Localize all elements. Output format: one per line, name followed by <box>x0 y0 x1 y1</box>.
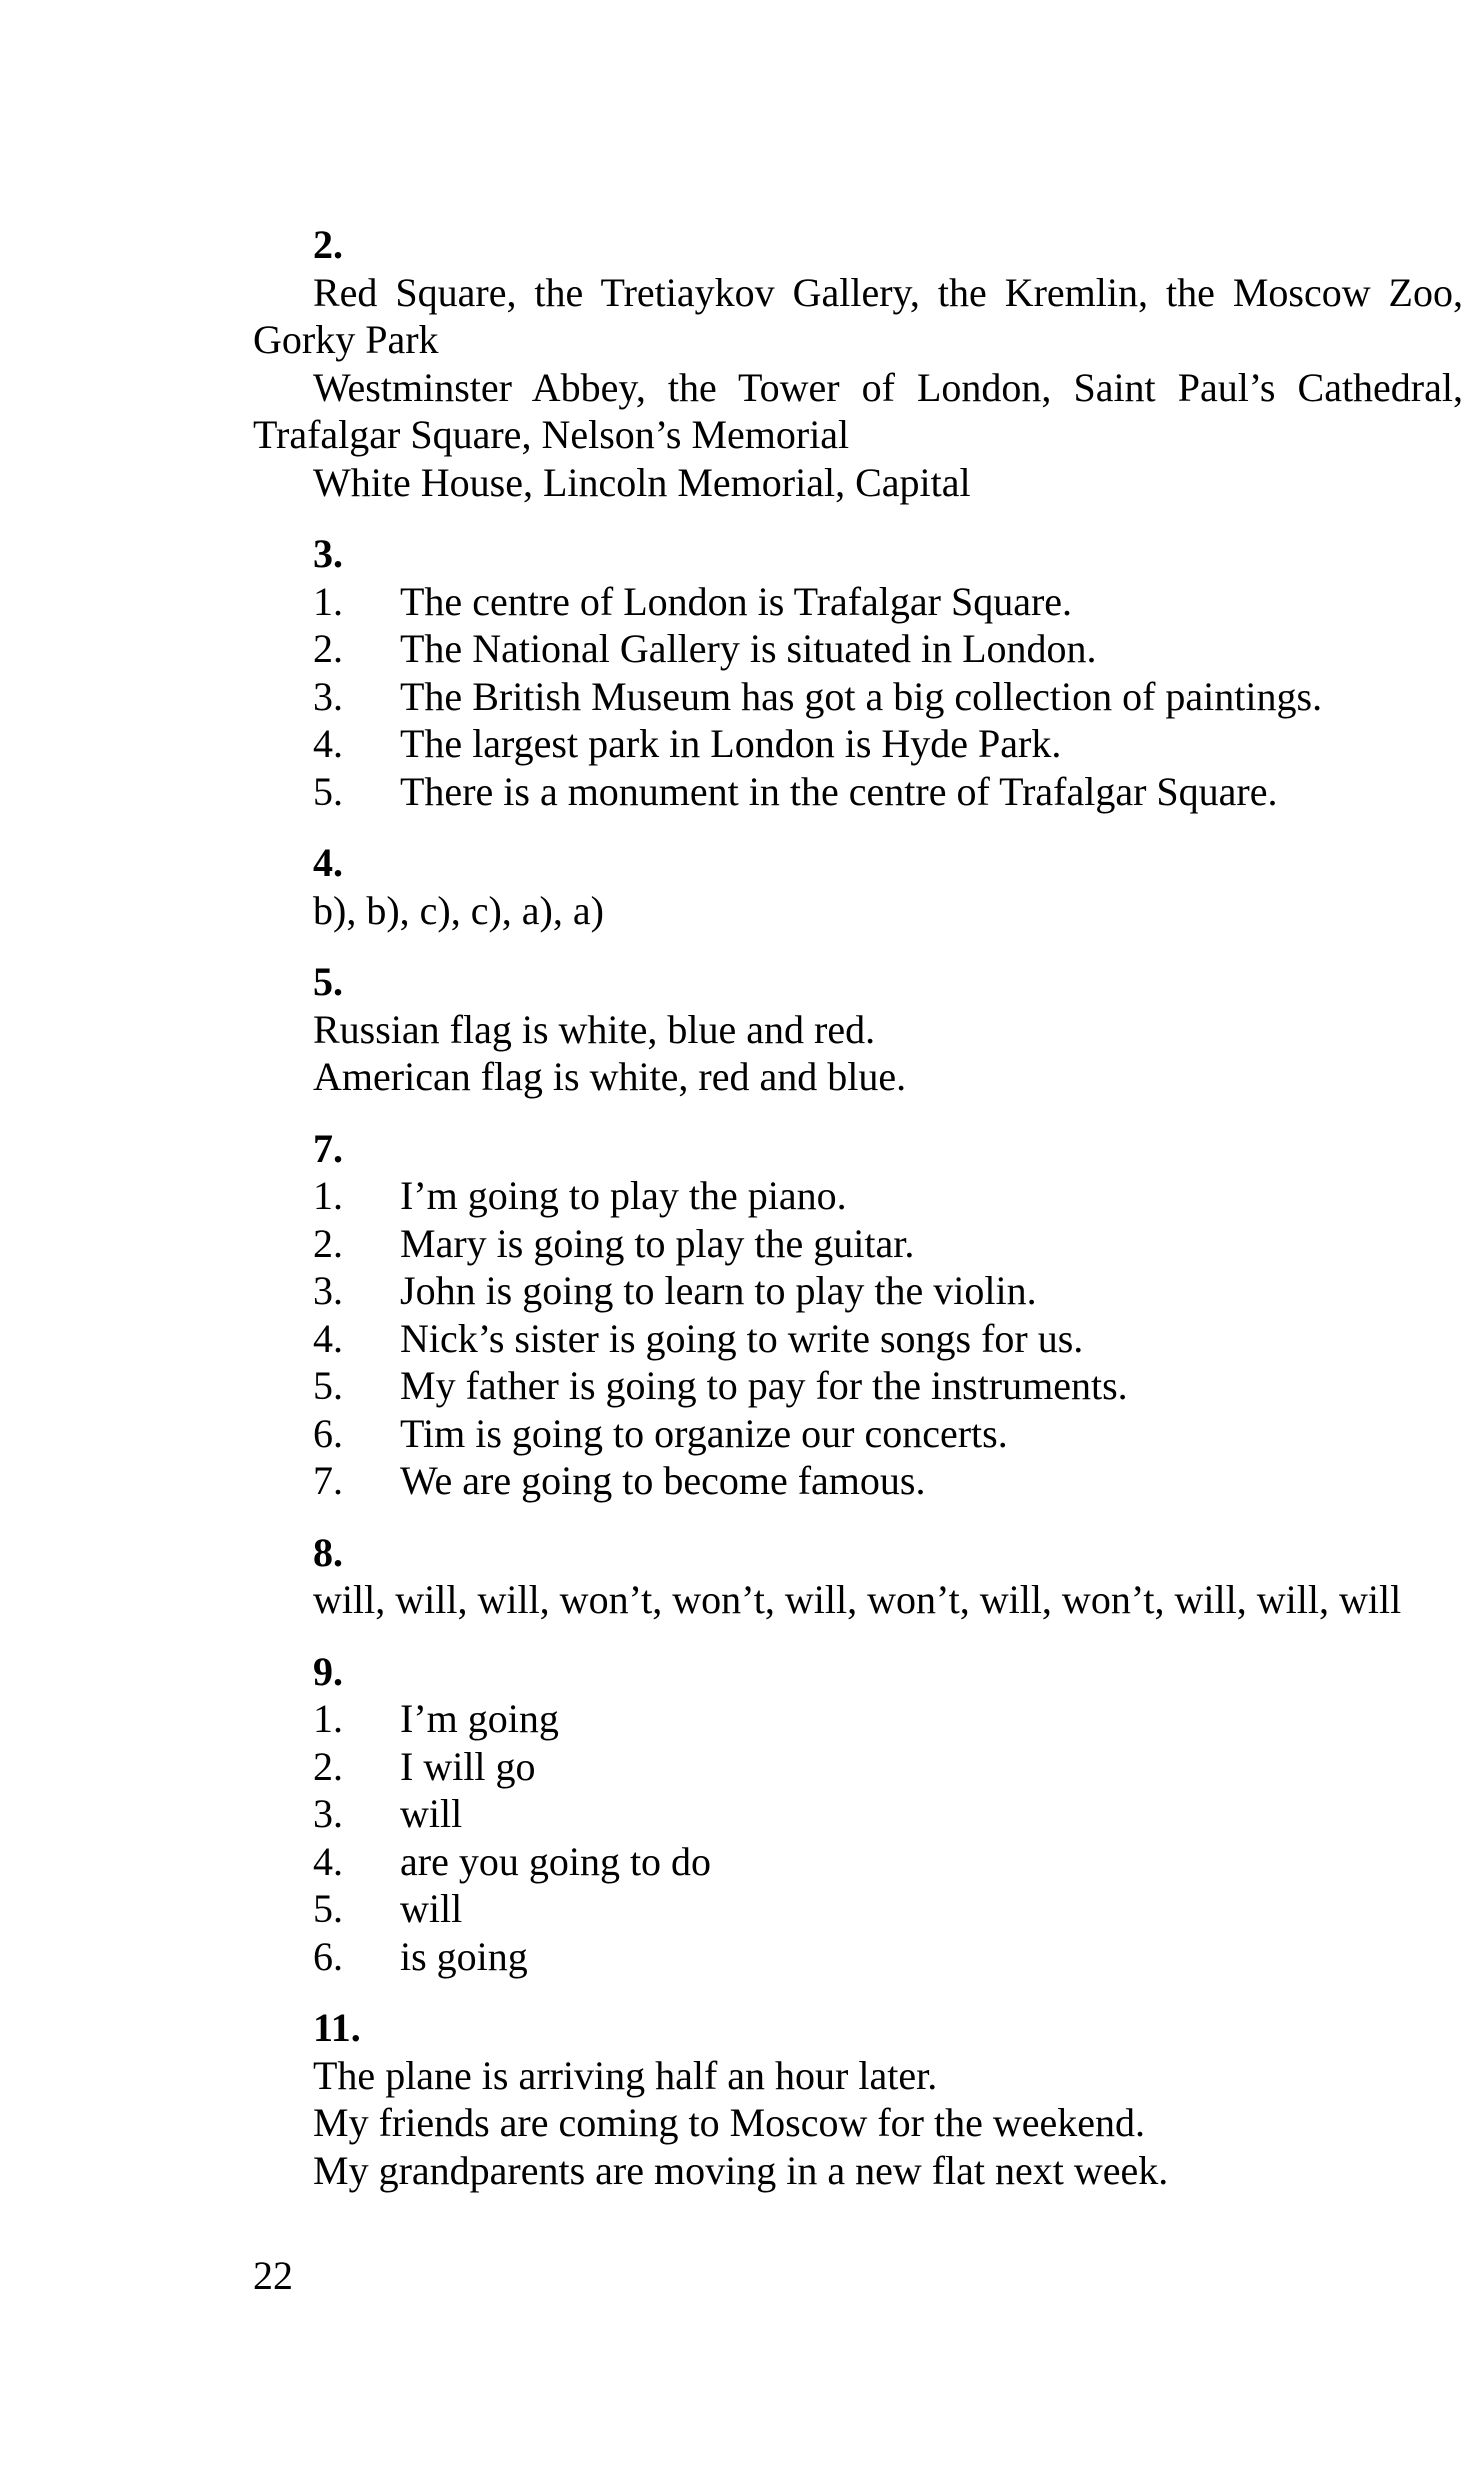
paragraph: White House, Lincoln Memorial, Capital <box>313 459 971 505</box>
item-index: 2. <box>313 626 343 671</box>
section-number: 2. <box>313 222 343 267</box>
item-index: 4. <box>313 1838 343 1884</box>
list-item <box>253 1457 1463 1505</box>
section-8 <box>253 1529 1463 1624</box>
list-item <box>253 1743 1463 1791</box>
section-2 <box>253 221 1463 506</box>
list-item <box>253 1410 1463 1458</box>
item-index: 2. <box>313 1220 343 1266</box>
list-item <box>253 673 1463 721</box>
list-item <box>253 1267 1463 1315</box>
section-4 <box>253 839 1463 934</box>
item-index: 1. <box>313 1173 343 1218</box>
list-item <box>253 1885 1463 1933</box>
item-text: will <box>400 1886 463 1931</box>
item-text: I will go <box>400 1743 536 1789</box>
numbered-list <box>253 1695 1463 1980</box>
item-index: 2. <box>313 1743 343 1789</box>
section-5 <box>253 958 1463 1101</box>
paragraph: will, will, will, won’t, won’t, will, won’t, will, won’t, will, will, will <box>313 1577 1402 1622</box>
item-index: 3. <box>313 1268 343 1313</box>
item-text: The British Museum has got a big collection of paintings. <box>400 673 1323 719</box>
item-text: are you going to do <box>400 1838 712 1884</box>
item-index: 1. <box>313 578 343 624</box>
item-index: 6. <box>313 1933 343 1979</box>
item-text: is going <box>400 1933 528 1979</box>
item-text: The largest park in London is Hyde Park. <box>400 721 1062 766</box>
list-item <box>253 1362 1463 1410</box>
list-item <box>253 720 1463 768</box>
section-number: 5. <box>313 959 343 1004</box>
item-text: Nick’s sister is going to write songs for us. <box>400 1315 1084 1361</box>
item-text: John is going to learn to play the violin. <box>400 1268 1037 1313</box>
paragraph: Russian flag is white, blue and red. <box>313 1006 876 1052</box>
list-item <box>253 578 1463 626</box>
list-item <box>253 1172 1463 1220</box>
item-text: Mary is going to play the guitar. <box>400 1220 915 1266</box>
item-index: 5. <box>313 1886 343 1931</box>
item-text: I’m going to play the piano. <box>400 1173 847 1218</box>
page-number: 22 <box>253 2253 293 2298</box>
paragraph: Westminster Abbey, the Tower of London, Saint Paul’s Cathedral, Trafalgar Square, Nelson’s Memorial <box>253 364 1463 457</box>
section-number: 11. <box>313 2005 361 2050</box>
list-item <box>253 768 1463 816</box>
item-text: I’m going <box>400 1696 559 1741</box>
section-9 <box>253 1648 1463 1981</box>
list-item <box>253 1220 1463 1268</box>
section-number: 9. <box>313 1648 343 1694</box>
section-number: 8. <box>313 1529 343 1575</box>
paragraph: b), b), c), c), a), a) <box>313 887 604 933</box>
section-11 <box>253 2004 1463 2194</box>
paragraph: My friends are coming to Moscow for the weekend. <box>313 2100 1145 2145</box>
section-7 <box>253 1125 1463 1505</box>
section-number: 4. <box>313 840 343 885</box>
item-index: 5. <box>313 768 343 814</box>
item-text: Tim is going to organize our concerts. <box>400 1410 1008 1456</box>
section-number: 3. <box>313 531 343 576</box>
list-item <box>253 1790 1463 1838</box>
item-index: 4. <box>313 1315 343 1361</box>
item-index: 5. <box>313 1363 343 1408</box>
numbered-list <box>253 1172 1463 1505</box>
section-3 <box>253 530 1463 815</box>
item-text: We are going to become famous. <box>400 1458 926 1503</box>
item-index: 4. <box>313 721 343 766</box>
item-index: 1. <box>313 1696 343 1741</box>
paragraph: Red Square, the Tretiaykov Gallery, the Kremlin, the Moscow Zoo, Gorky Park <box>253 269 1463 362</box>
page-content <box>253 221 1463 2194</box>
item-text: will <box>400 1791 463 1836</box>
list-item <box>253 625 1463 673</box>
item-index: 6. <box>313 1410 343 1456</box>
item-index: 3. <box>313 673 343 719</box>
list-item <box>253 1315 1463 1363</box>
item-text: The National Gallery is situated in London. <box>400 626 1097 671</box>
item-index: 7. <box>313 1458 343 1503</box>
list-item <box>253 1838 1463 1886</box>
list-item <box>253 1695 1463 1743</box>
numbered-list <box>253 578 1463 816</box>
list-item <box>253 1933 1463 1981</box>
paragraph: My grandparents are moving in a new flat next week. <box>313 2147 1169 2193</box>
item-index: 3. <box>313 1791 343 1836</box>
item-text: There is a monument in the centre of Trafalgar Square. <box>400 768 1278 814</box>
paragraph: American flag is white, red and blue. <box>313 1054 907 1099</box>
paragraph: The plane is arriving half an hour later. <box>313 2052 938 2098</box>
item-text: The centre of London is Trafalgar Square. <box>400 578 1073 624</box>
section-number: 7. <box>313 1125 343 1171</box>
item-text: My father is going to pay for the instruments. <box>400 1363 1128 1408</box>
